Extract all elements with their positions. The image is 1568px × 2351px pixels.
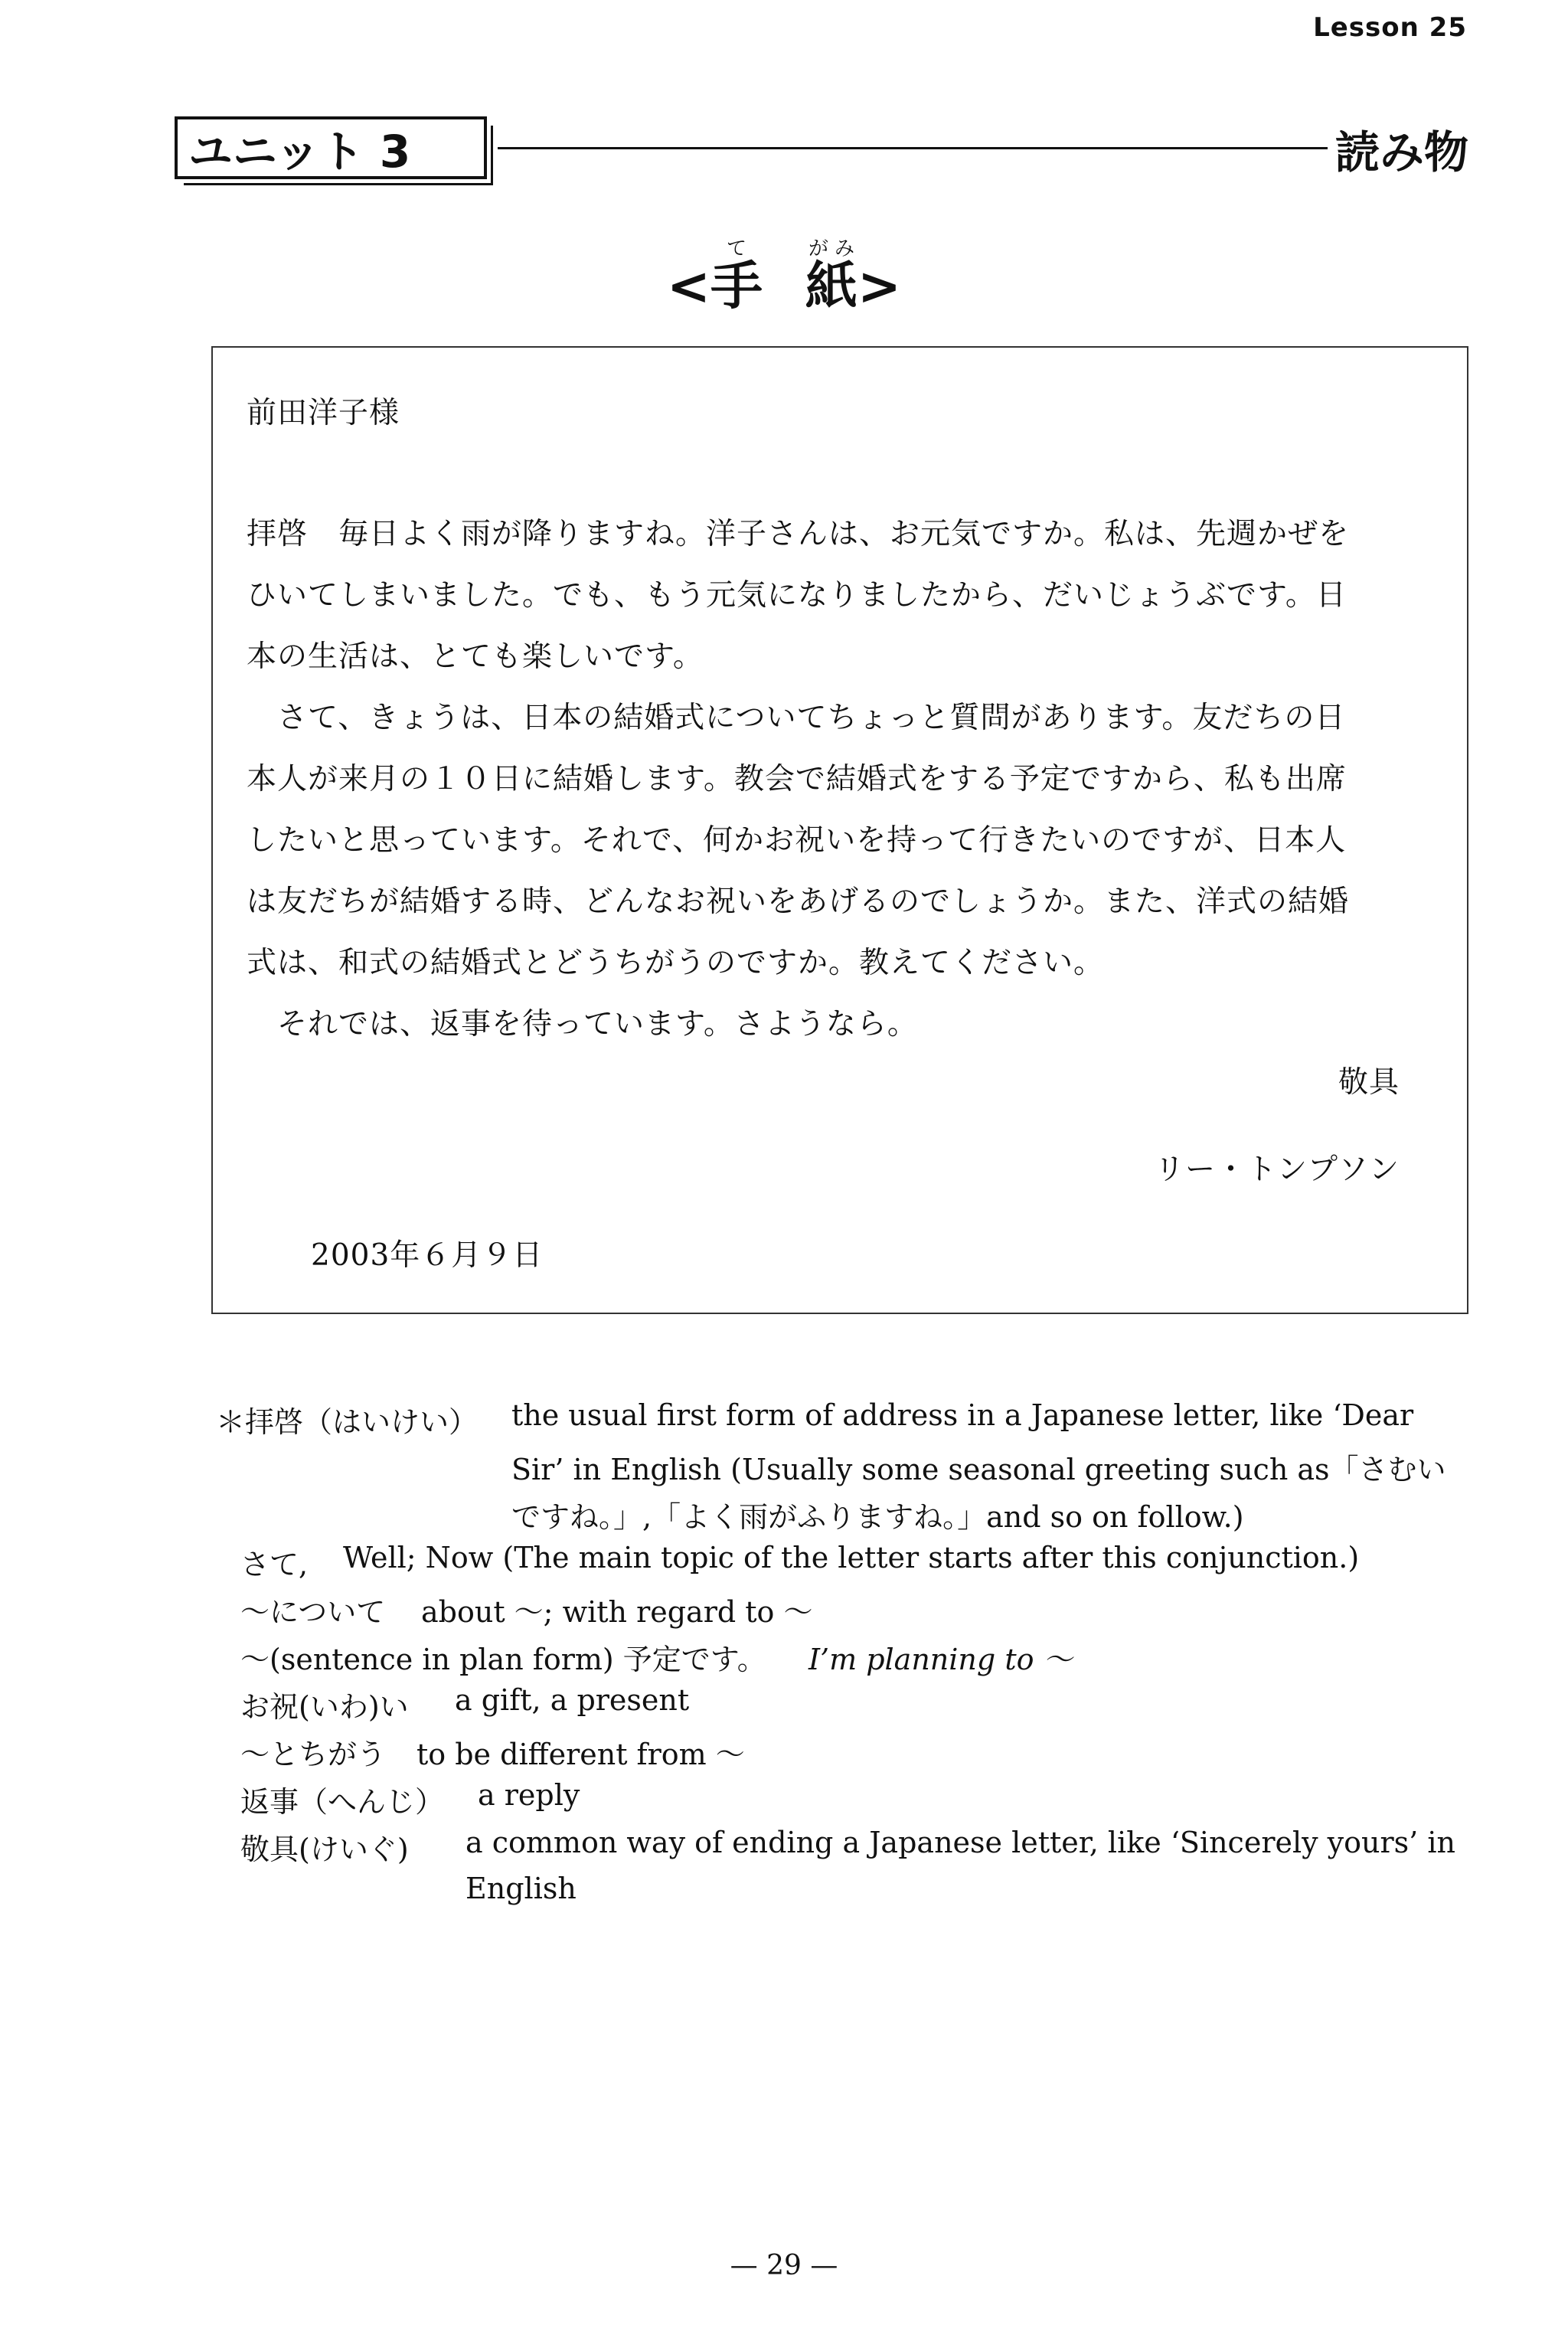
glossary-term-sate: さて,	[240, 1548, 309, 1581]
glossary-term-yotei: 〜(sentence in plan form) 予定です。	[240, 1643, 766, 1676]
glossary-def-haikei: Sir’ in English (Usually some seasonal greeting such as「さむい	[511, 1453, 1446, 1486]
glossary-def-haikei: ですね。」,「よく雨がふりますね。」and so on follow.)	[511, 1500, 1244, 1534]
title-open-bracket: <	[667, 257, 710, 317]
glossary-def-henji: a reply	[478, 1778, 580, 1812]
glossary-def-keigu: a common way of ending a Japanese letter, like ‘Sincerely yours’ in	[466, 1826, 1455, 1859]
title-close-bracket: >	[858, 257, 901, 317]
glossary-term-keigu: 敬具(けいぐ)	[240, 1833, 409, 1866]
letter-date: 2003年６月９日	[311, 1238, 544, 1273]
glossary-term-nitsuite: 〜について	[240, 1595, 386, 1629]
title-ruby-te: て	[710, 237, 763, 260]
title-char-gami: 紙がみ	[805, 237, 858, 317]
letter-line: 拝啓 毎日よく雨が降りますね。洋子さんは、お元気ですか。私は、先週かぜを	[247, 517, 1350, 551]
title-container	[0, 237, 1568, 319]
letter-line: は友だちが結婚する時、どんなお祝いをあげるのでしょうか。また、洋式の結婚	[247, 884, 1350, 919]
glossary-def-haikei: the usual first form of address in a Japanese letter, like ‘Dear	[511, 1398, 1414, 1432]
glossary-def-oiwai: a gift, a present	[455, 1683, 690, 1717]
letter-closing: 敬具	[1338, 1065, 1400, 1100]
glossary-term-chigau: 〜とちがう	[240, 1738, 387, 1771]
glossary-def-chigau: to be different from 〜	[416, 1738, 745, 1771]
unit-label: ユニット 3	[175, 116, 487, 179]
section-label: 読み物	[1335, 126, 1469, 178]
letter-line: 本の生活は、とても楽しいです。	[247, 639, 704, 674]
page-number: — 29 —	[730, 2250, 838, 2281]
glossary-term-oiwai: お祝(いわ)い	[240, 1690, 409, 1724]
letter-line: さて、きょうは、日本の結婚式についてちょっと質問があります。友だちの日	[247, 701, 1346, 735]
glossary-def-nitsuite: about 〜; with regard to 〜	[421, 1595, 813, 1629]
title-char-te: 手て	[710, 237, 763, 317]
letter-signature: リー・トンプソン	[1155, 1153, 1400, 1187]
letter-line: それでは、返事を待っています。さようなら。	[247, 1007, 918, 1041]
glossary-def-keigu: English	[466, 1872, 577, 1905]
letter-addressee: 前田洋子様	[247, 396, 400, 430]
letter-line: 本人が来月の１０日に結婚します。教会で結婚式をする予定ですから、私も出席	[247, 762, 1347, 796]
lesson-label: Lesson 25	[1313, 12, 1467, 43]
title-ruby-gami: がみ	[805, 237, 858, 260]
glossary-term-henji: 返事（へんじ）	[240, 1785, 445, 1819]
glossary-def-yotei: I’m planning to 〜	[808, 1643, 1073, 1676]
header-rule	[498, 147, 1328, 149]
letter-line: したいと思っています。それで、何かお祝いを持って行きたいのですが、日本人	[247, 823, 1347, 858]
letter-line: ひいてしまいました。でも、もう元気になりましたから、だいじょうぶです。日	[247, 578, 1347, 613]
glossary-term-haikei: ＊拝啓（はいけい）	[216, 1405, 479, 1439]
glossary-def-sate: Well; Now (The main topic of the letter starts after this conjunction.)	[343, 1541, 1360, 1574]
letter-line: 式は、和式の結婚式とどうちがうのですか。教えてください。	[247, 946, 1105, 980]
page-title	[667, 237, 901, 319]
